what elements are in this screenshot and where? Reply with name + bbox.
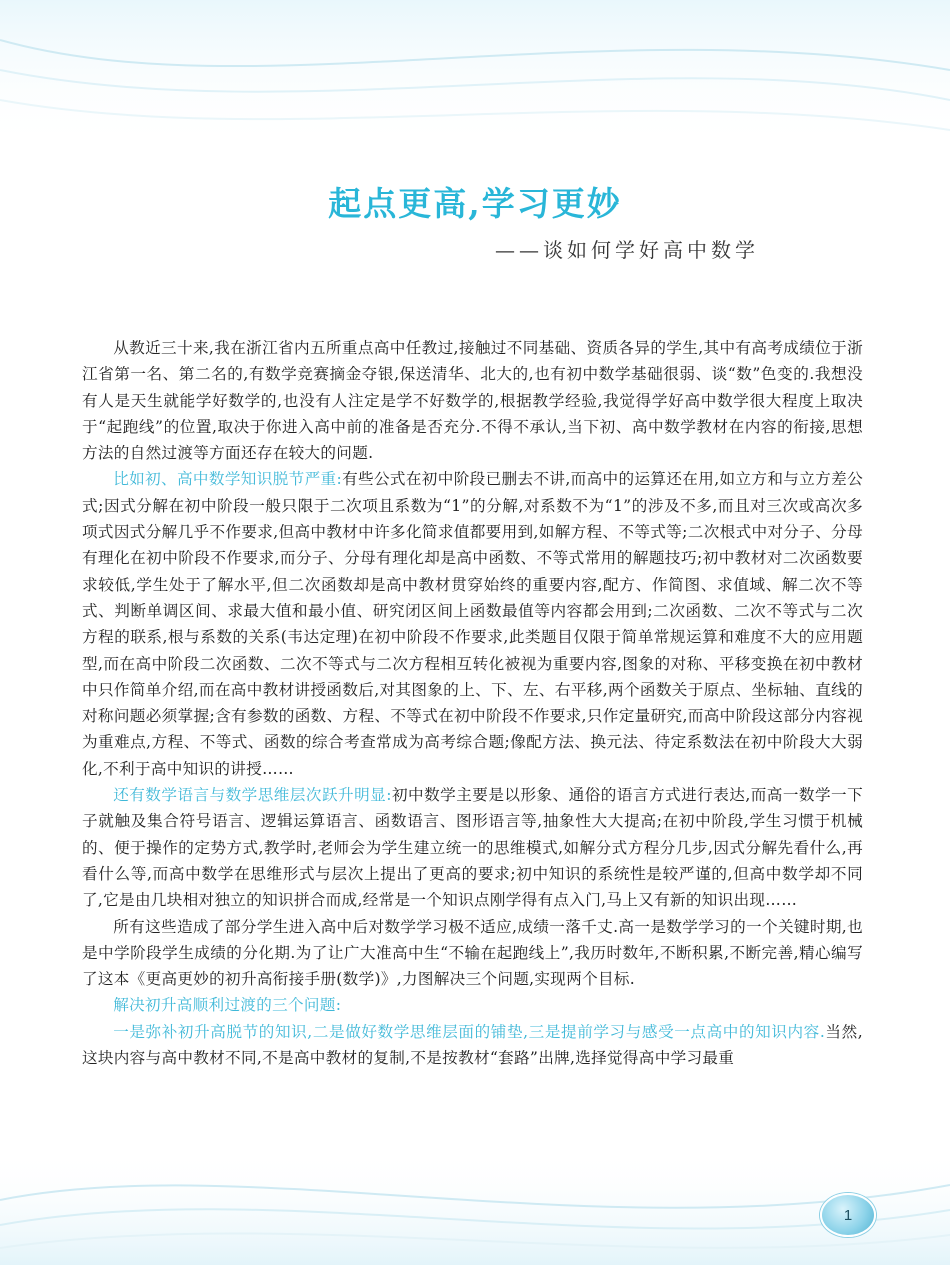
paragraph-three-problems-body: 当然,这块内容与高中教材不同,不是高中教材的复制,不是按教材“套路”出牌,选择觉得高中学习最重 — [82, 1022, 864, 1068]
page-number: 1 — [843, 1206, 853, 1224]
paragraph-book-purpose: 所有这些造成了部分学生进入高中后对数学学习极不适应,成绩一落千丈.高一是数学学习的一个关键时期,也是中学阶段学生成绩的分化期.为了让广大准高中生“不输在起跑线上”,我历时数年,不断积累,不断完善,精心编写了这本《更高更妙的初升高衔接手册(数学)》,力图解决三个问题,实现两个目标. — [82, 917, 863, 989]
page-number-badge — [820, 1193, 876, 1237]
paragraph-thinking-leap — [82, 782, 863, 913]
highlight-thinking-leap: 还有数学语言与数学思维层次跃升明显: — [113, 786, 392, 805]
paragraph-thinking-leap-body: 初中数学主要是以形象、通俗的语言方式进行表达,而高一数学一下子就触及集合符号语言、逻辑运算语言、函数语言、图形语言等,抽象性大大提高;在初中阶段,学生习惯于机械的、便于操作的定势方式,教学时,老师会为学生建立统一的思维模式,如解分式方程分几步,因式分解先看什么,再看什么等,而高中数学在思维形式与层次上提出了更高的要求;初中知识的系统性是较严谨的,但高中数学却不同了,它是由几块相对独立的知识拼合而成,经常是一个知识点刚学得有点入门,马上又有新的知识出现…… — [82, 786, 863, 910]
highlight-knowledge-gap: 比如初、高中数学知识脱节严重: — [113, 470, 343, 489]
article-body — [82, 335, 863, 1071]
page-subtitle: ——谈如何学好高中数学 — [495, 238, 759, 262]
paragraph-knowledge-gap — [82, 466, 863, 782]
paragraph-intro: 从教近三十来,我在浙江省内五所重点高中任教过,接触过不同基础、资质各异的学生,其中有高考成绩位于浙江省第一名、第二名的,有数学竞赛摘金夺银,保送清华、北大的,也有初中数学基础很弱、谈“数”色变的.我想没有人是天生就能学好数学的,也没有人注定是学不好数学的,根据教学经验,我觉得学好高中数学很大程度上取决于“起跑线”的位置,取决于你进入高中前的准备是否充分.不得不承认,当下初、高中数学教材在内容的衔接,思想方法的自然过渡等方面还存在较大的问题. — [82, 339, 863, 463]
highlight-three-problems: 一是弥补初升高脱节的知识,二是做好数学思维层面的铺垫,三是提前学习与感受一点高中的知识内容. — [113, 1022, 826, 1041]
page-title: 起点更高,学习更妙 — [328, 184, 622, 223]
paragraph-three-problems-heading: 解决初升高顺利过渡的三个问题: — [113, 996, 342, 1015]
paragraph-knowledge-gap-body: 有些公式在初中阶段已删去不讲,而高中的运算还在用,如立方和与立方差公式;因式分解在初中阶段一般只限于二次项且系数为“1”的分解,对系数不为“1”的涉及不多,而且对三次或高次多项式因式分解几乎不作要求,但高中教材中许多化简求值都要用到,如解方程、不等式等;二次根式中对分子、分母有理化在初中阶段不作要求,而分子、分母有理化却是高中函数、不等式常用的解题技巧;初中教材对二次函数要求较低,学生处于了解水平,但二次函数却是高中教材贯穿始终的重要内容,配方、作简图、求值域、解二次不等式、判断单调区间、求最大值和最小值、研究闭区间上函数最值等内容都会用到;二次函数、二次不等式与二次方程的联系,根与系数的关系(韦达定理)在初中阶段不作要求,此类题目仅限于简单常规运算和难度不大的应用题型,而在高中阶段二次函数、二次不等式与二次方程相互转化被视为重要内容,图象的对称、平移变换在初中教材中只作简单介绍,而在高中教材讲授函数后,对其图象的上、下、左、右平移,两个函数关于原点、坐标轴、直线的对称问题必须掌握;含有参数的函数、方程、不等式在初中阶段不作要求,只作定量研究,而高中阶段这部分内容视为重难点,方程、不等式、函数的综合考查常成为高考综合题;像配方法、换元法、待定系数法在初中阶段大大弱化,不利于高中知识的讲授…… — [82, 470, 863, 778]
paragraph-three-problems — [82, 1019, 863, 1072]
